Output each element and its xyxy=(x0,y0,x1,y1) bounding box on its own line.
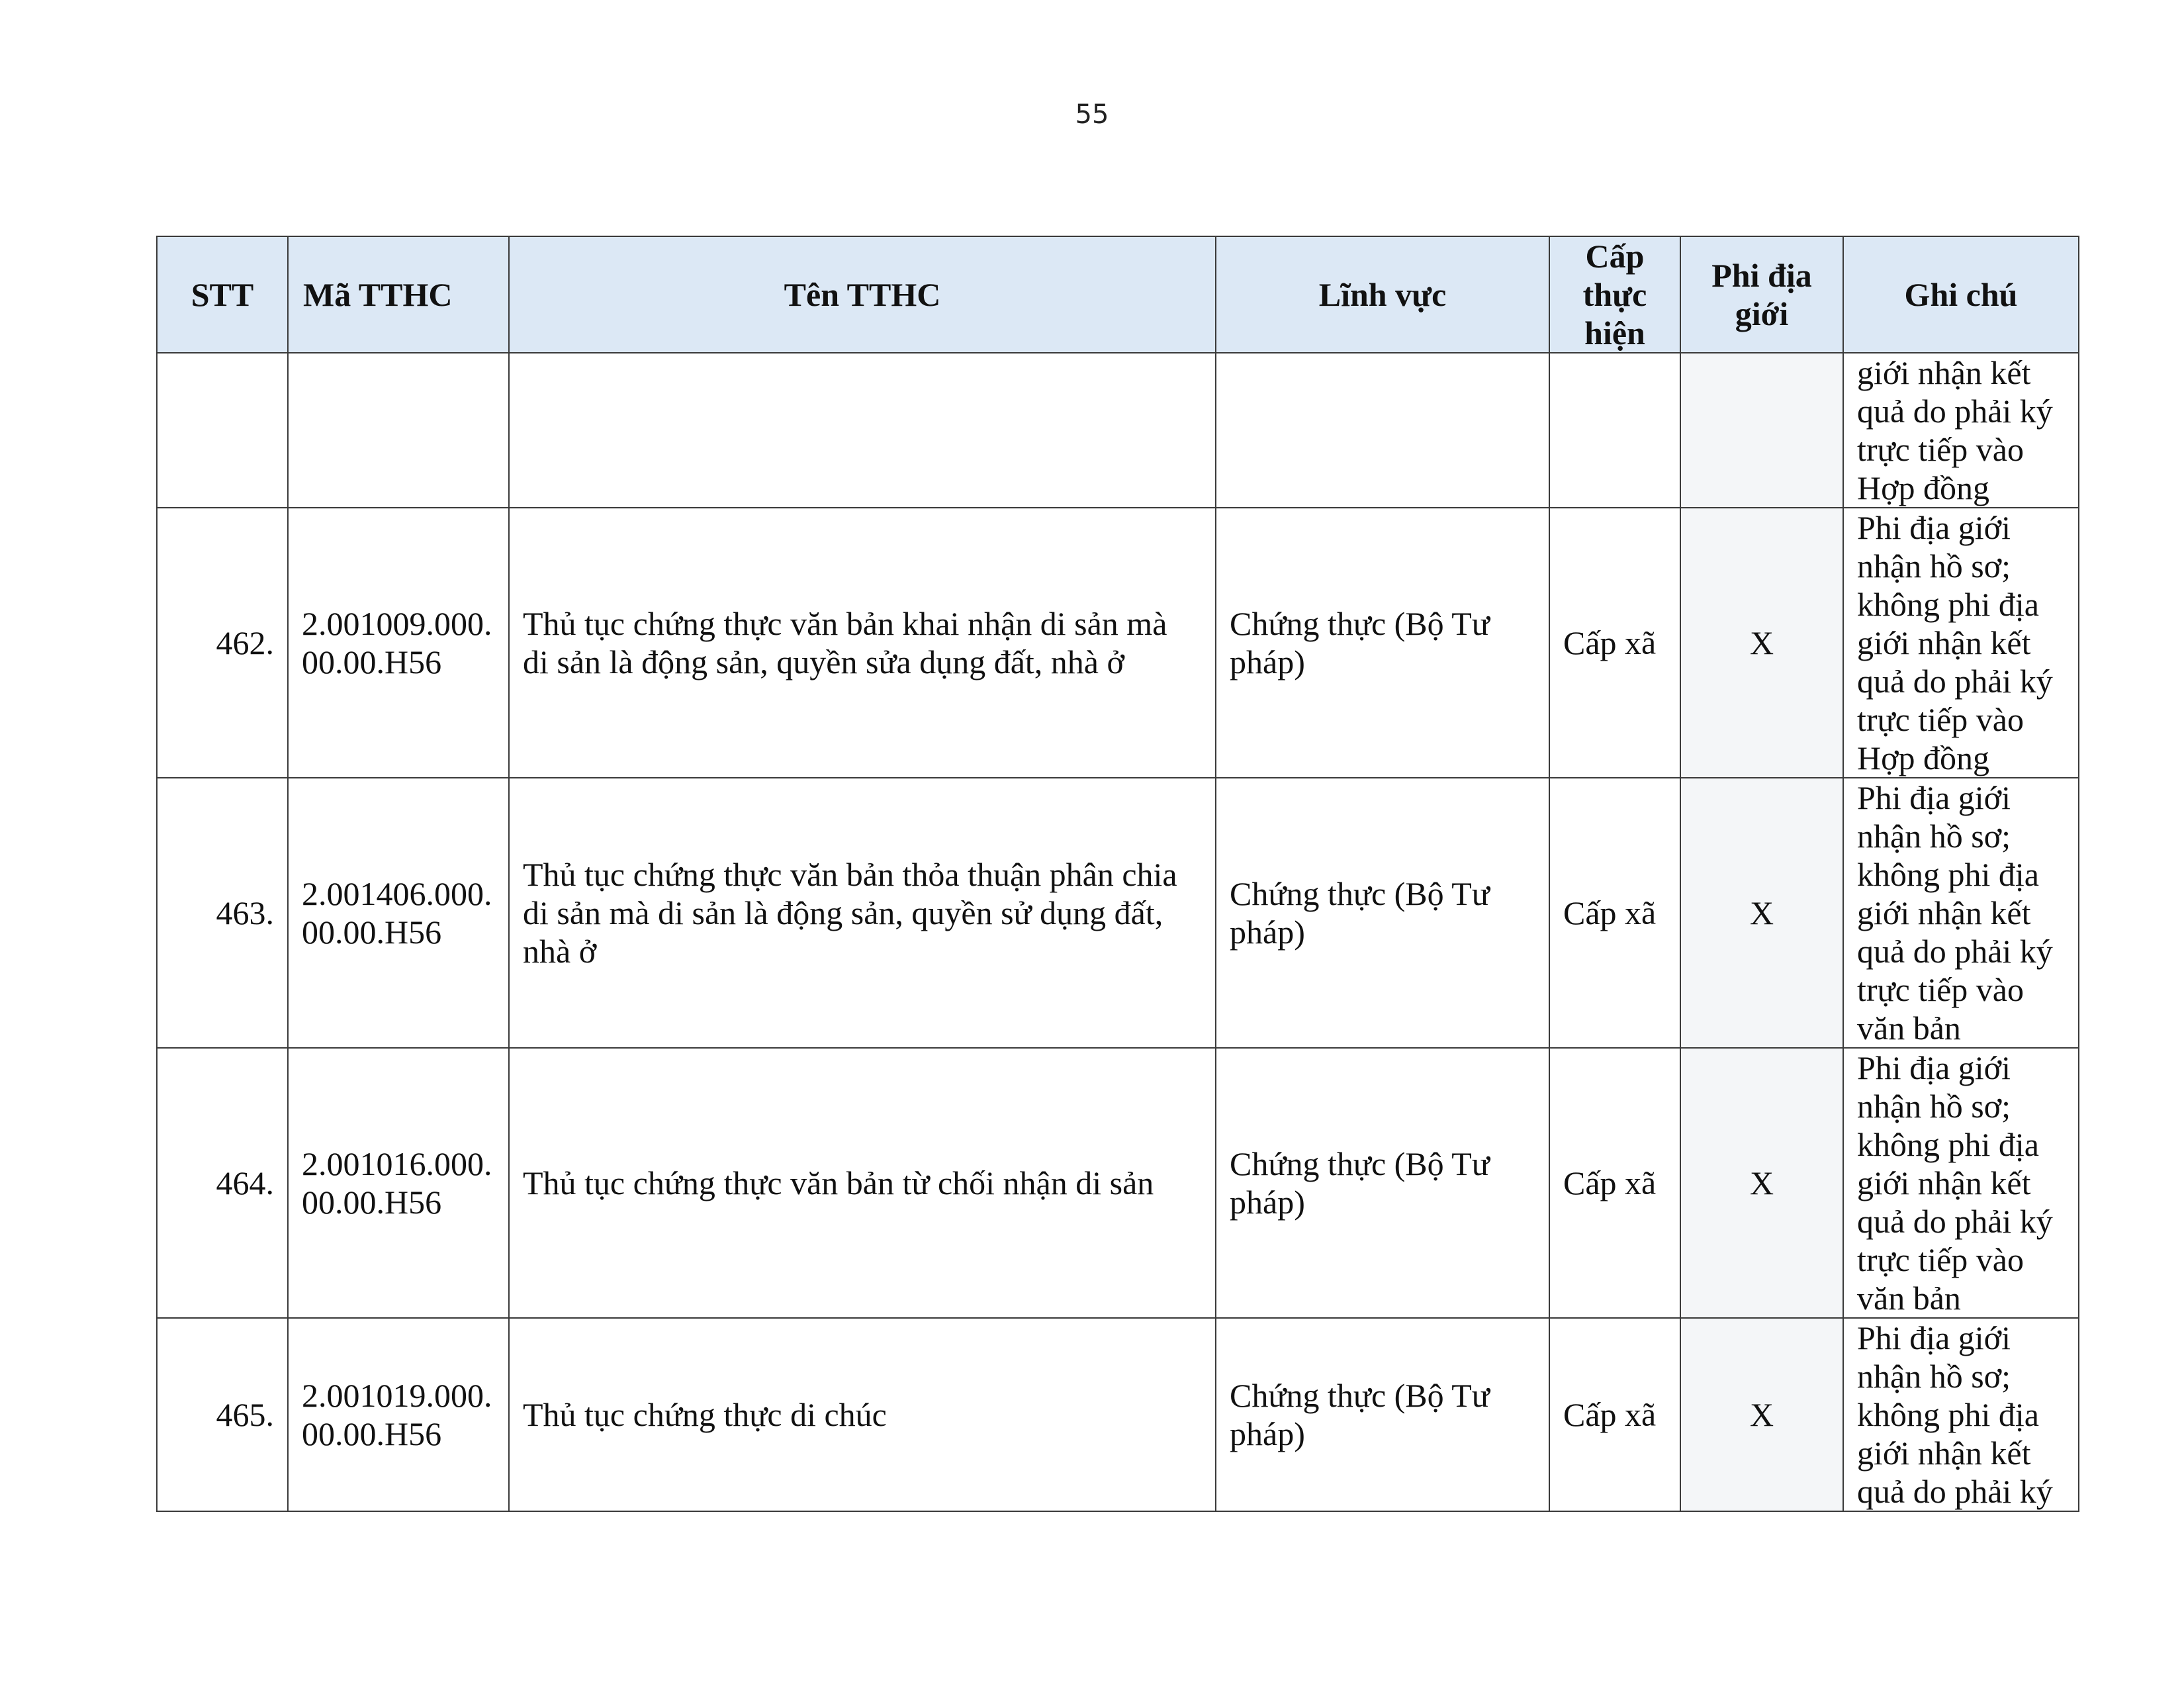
note-line: nhận hồ sơ; xyxy=(1857,1088,2011,1125)
note-line: quả do phải ký xyxy=(1857,663,2053,700)
note-line: giới nhận kết xyxy=(1857,894,2031,931)
note-line: Phi địa giới xyxy=(1857,779,2011,816)
cell-cap: Cấp xã xyxy=(1549,508,1680,778)
header-phi-line: Phi địa xyxy=(1711,257,1812,294)
linh-vuc-line: pháp) xyxy=(1230,643,1305,680)
cell-stt: 463. xyxy=(157,778,288,1048)
note-line: nhận hồ sơ; xyxy=(1857,818,2011,855)
note-line: quả do phải ký xyxy=(1857,1473,2053,1510)
note-line: quả do phải ký xyxy=(1857,1203,2053,1240)
note-line: văn bản xyxy=(1857,1009,1961,1047)
note-line: Hợp đồng xyxy=(1857,469,1990,506)
cell-linh-vuc xyxy=(1216,508,1549,778)
cell-phi xyxy=(1680,353,1843,508)
note-line: trực tiếp vào xyxy=(1857,1241,2025,1278)
ma-line: 00.00.H56 xyxy=(302,1184,442,1221)
cell-ten xyxy=(509,508,1216,778)
cell-ten xyxy=(509,1048,1216,1318)
header-cap-line: thực xyxy=(1582,276,1647,313)
cell-ma xyxy=(288,508,509,778)
cell-phi: X xyxy=(1680,508,1843,778)
linh-vuc-line: Chứng thực (Bộ Tư xyxy=(1230,605,1490,642)
header-phi-dia-gioi xyxy=(1680,236,1843,353)
ma-line: 2.001019.000. xyxy=(302,1377,492,1414)
linh-vuc-line: Chứng thực (Bộ Tư xyxy=(1230,875,1490,912)
ten-line: Thủ tục chứng thực văn bản từ chối nhận di sản xyxy=(523,1164,1154,1201)
cell-ghi-chu xyxy=(1843,778,2079,1048)
note-line: quả do phải ký xyxy=(1857,393,2053,430)
header-cap-line: hiện xyxy=(1584,314,1645,352)
ma-line: 00.00.H56 xyxy=(302,914,442,951)
cell-phi: X xyxy=(1680,1318,1843,1511)
note-line: không phi địa xyxy=(1857,586,2039,623)
note-line: trực tiếp vào xyxy=(1857,431,2025,468)
header-linh-vuc: Lĩnh vực xyxy=(1216,236,1549,353)
note-line: Phi địa giới xyxy=(1857,1049,2011,1086)
ma-line: 2.001009.000. xyxy=(302,605,492,642)
cell-ma xyxy=(288,1048,509,1318)
cell-stt: 462. xyxy=(157,508,288,778)
table-row xyxy=(157,1048,2079,1318)
note-line: quả do phải ký xyxy=(1857,933,2053,970)
ma-line: 00.00.H56 xyxy=(302,1415,442,1452)
cell-ten xyxy=(509,1318,1216,1511)
note-line: văn bản xyxy=(1857,1280,1961,1317)
table-row xyxy=(157,508,2079,778)
ten-line: nhà ở xyxy=(523,933,597,970)
ten-line: di sản mà di sản là động sản, quyền sử dụng đất, xyxy=(523,894,1163,931)
note-line: không phi địa xyxy=(1857,856,2039,893)
table-row xyxy=(157,778,2079,1048)
cell-ghi-chu xyxy=(1843,353,2079,508)
cell-cap xyxy=(1549,353,1680,508)
cell-linh-vuc xyxy=(1216,353,1549,508)
note-line: giới nhận kết xyxy=(1857,1164,2031,1201)
note-line: nhận hồ sơ; xyxy=(1857,547,2011,585)
table-row xyxy=(157,1318,2079,1511)
note-line: giới nhận kết xyxy=(1857,1434,2031,1472)
ma-line: 2.001016.000. xyxy=(302,1145,492,1182)
table-row-continuation xyxy=(157,353,2079,508)
table-header-row xyxy=(157,236,2079,353)
note-line: Phi địa giới xyxy=(1857,509,2011,546)
ma-line: 00.00.H56 xyxy=(302,643,442,680)
ten-line: Thủ tục chứng thực văn bản thỏa thuận phân chia xyxy=(523,856,1177,893)
cell-ghi-chu xyxy=(1843,1048,2079,1318)
note-line: giới nhận kết xyxy=(1857,624,2031,661)
linh-vuc-line: pháp) xyxy=(1230,1415,1305,1452)
cell-stt xyxy=(157,353,288,508)
header-cap-thuc-hien xyxy=(1549,236,1680,353)
cell-cap: Cấp xã xyxy=(1549,1048,1680,1318)
ten-line: di sản là động sản, quyền sửa dụng đất, nhà ở xyxy=(523,643,1124,680)
header-ghi-chu: Ghi chú xyxy=(1843,236,2079,353)
cell-linh-vuc xyxy=(1216,778,1549,1048)
note-line: trực tiếp vào xyxy=(1857,701,2025,738)
linh-vuc-line: Chứng thực (Bộ Tư xyxy=(1230,1145,1490,1182)
header-stt: STT xyxy=(157,236,288,353)
cell-ten xyxy=(509,778,1216,1048)
cell-ma xyxy=(288,353,509,508)
cell-ghi-chu xyxy=(1843,508,2079,778)
cell-ten xyxy=(509,353,1216,508)
note-line: trực tiếp vào xyxy=(1857,971,2025,1008)
note-line: không phi địa xyxy=(1857,1396,2039,1433)
note-line: không phi địa xyxy=(1857,1126,2039,1163)
header-ten-tthc: Tên TTHC xyxy=(509,236,1216,353)
cell-ghi-chu xyxy=(1843,1318,2079,1511)
note-line: giới nhận kết xyxy=(1857,354,2031,391)
linh-vuc-line: Chứng thực (Bộ Tư xyxy=(1230,1377,1490,1414)
cell-linh-vuc xyxy=(1216,1318,1549,1511)
procedures-table xyxy=(156,236,2079,1512)
page-number: 55 xyxy=(1075,99,1109,130)
cell-cap: Cấp xã xyxy=(1549,1318,1680,1511)
header-phi-line: giới xyxy=(1735,295,1789,332)
cell-cap: Cấp xã xyxy=(1549,778,1680,1048)
linh-vuc-line: pháp) xyxy=(1230,914,1305,951)
note-line: Phi địa giới xyxy=(1857,1319,2011,1356)
cell-linh-vuc xyxy=(1216,1048,1549,1318)
header-cap-line: Cấp xyxy=(1585,238,1645,275)
ma-line: 2.001406.000. xyxy=(302,875,492,912)
note-line: nhận hồ sơ; xyxy=(1857,1358,2011,1395)
ten-line: Thủ tục chứng thực văn bản khai nhận di sản mà xyxy=(523,605,1167,642)
cell-phi: X xyxy=(1680,1048,1843,1318)
cell-stt: 464. xyxy=(157,1048,288,1318)
note-line: Hợp đồng xyxy=(1857,739,1990,776)
cell-ma xyxy=(288,1318,509,1511)
cell-stt: 465. xyxy=(157,1318,288,1511)
header-ma-tthc: Mã TTHC xyxy=(288,236,509,353)
cell-phi: X xyxy=(1680,778,1843,1048)
linh-vuc-line: pháp) xyxy=(1230,1184,1305,1221)
cell-ma xyxy=(288,778,509,1048)
ten-line: Thủ tục chứng thực di chúc xyxy=(523,1396,887,1433)
